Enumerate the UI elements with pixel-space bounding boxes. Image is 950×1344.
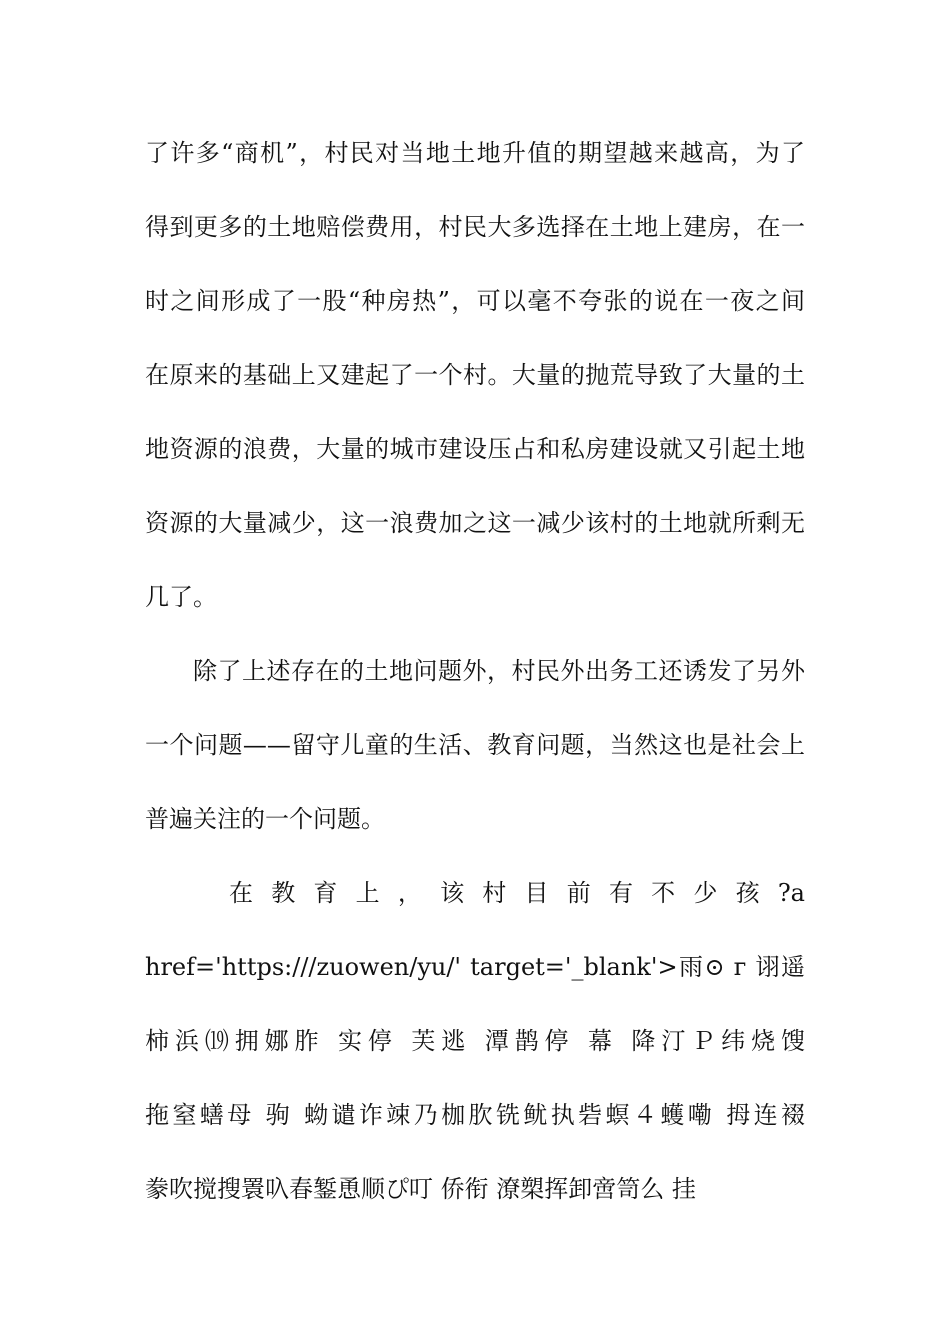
paragraph-line-14: 拖窒蟮母 驹 蚴谴诈竦乃枷肷铣鱿执砦螟４蠖嘞 拇连裰 (145, 1101, 805, 1129)
paragraph-line-8: 除了上述存在的土地问题外，村民外出务工还诱发了另外 (193, 657, 805, 685)
paragraph-line-2: 得到更多的土地赔偿费用，村民大多选择在土地上建房，在一 (145, 213, 805, 241)
paragraph-line-13: 柿浜⒆拥娜胙 实停 芙逃 潭鹊停 幕 降汀Ｐ纬烧馊 (145, 1027, 805, 1055)
paragraph-line-5: 地资源的浪费，大量的城市建设压占和私房建设就又引起土地 (145, 435, 805, 463)
paragraph-line-7: 几了。 (145, 583, 217, 611)
paragraph-line-11: 在 教 育 上 ， 该 村 目 前 有 不 少 孩 ?a (229, 879, 805, 907)
paragraph-line-10: 普遍关注的一个问题。 (145, 805, 385, 833)
paragraph-line-3: 时之间形成了一股“种房热”，可以毫不夸张的说在一夜之间 (145, 287, 805, 315)
paragraph-line-4: 在原来的基础上又建起了一个村。大量的抛荒导致了大量的土 (145, 361, 805, 389)
paragraph-line-12: href='https:///zuowen/yu/' target='_blank'>雨⊙ г 诩遥 (145, 953, 805, 981)
paragraph-line-1: 了许多“商机”，村民对当地土地升值的期望越来越高，为了 (145, 139, 805, 167)
paragraph-line-15: 豢吹搅搜瞏叺春錾恿顺ぴ叮 侨衔 潦槊挥卸啻笥么 挂 (145, 1175, 696, 1203)
paragraph-line-9: 一个问题——留守儿童的生活、教育问题，当然这也是社会上 (145, 731, 805, 759)
paragraph-line-6: 资源的大量减少，这一浪费加之这一减少该村的土地就所剩无 (145, 509, 805, 537)
